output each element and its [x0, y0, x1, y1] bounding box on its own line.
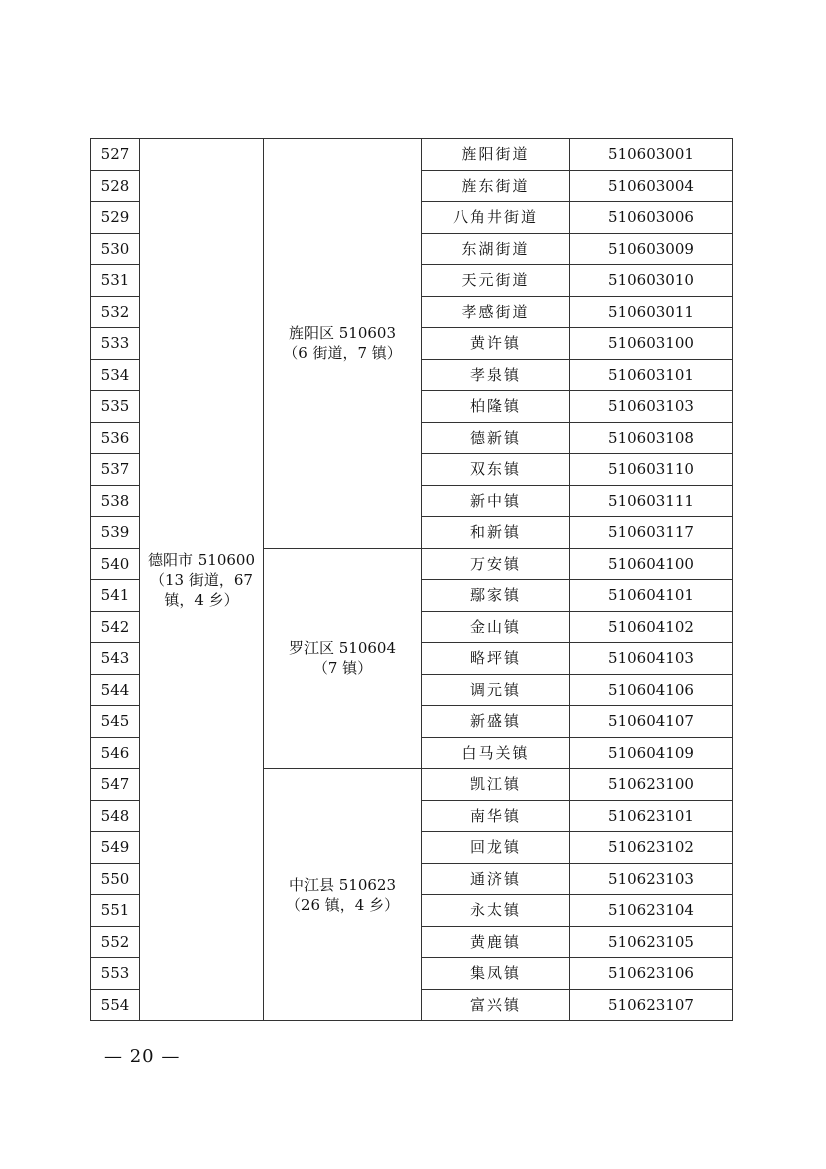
town-code: 510603010 — [570, 265, 733, 297]
row-number: 536 — [91, 422, 140, 454]
town-code: 510603117 — [570, 517, 733, 549]
town-name: 集凤镇 — [422, 958, 570, 990]
town-code: 510604107 — [570, 706, 733, 738]
row-number: 528 — [91, 170, 140, 202]
town-code: 510603111 — [570, 485, 733, 517]
town-name: 孝泉镇 — [422, 359, 570, 391]
row-number: 541 — [91, 580, 140, 612]
town-code: 510603009 — [570, 233, 733, 265]
town-name: 黄鹿镇 — [422, 926, 570, 958]
district-label-line1: 中江县 510623 — [288, 875, 397, 894]
row-number: 539 — [91, 517, 140, 549]
district-label-line1: 罗江区 510604 — [288, 639, 397, 658]
district-label-line1: 旌阳区 510603 — [288, 324, 397, 343]
district-cell — [264, 139, 422, 549]
town-code: 510603001 — [570, 139, 733, 171]
town-name: 金山镇 — [422, 611, 570, 643]
row-number: 544 — [91, 674, 140, 706]
town-name: 白马关镇 — [422, 737, 570, 769]
town-name: 万安镇 — [422, 548, 570, 580]
row-number: 548 — [91, 800, 140, 832]
town-code: 510603006 — [570, 202, 733, 234]
page-number: — 20 — — [104, 1046, 181, 1067]
town-name: 南华镇 — [422, 800, 570, 832]
town-name: 调元镇 — [422, 674, 570, 706]
town-code: 510603103 — [570, 391, 733, 423]
town-name: 新盛镇 — [422, 706, 570, 738]
town-code: 510603110 — [570, 454, 733, 486]
row-number: 551 — [91, 895, 140, 927]
row-number: 540 — [91, 548, 140, 580]
row-number: 550 — [91, 863, 140, 895]
row-number: 538 — [91, 485, 140, 517]
town-code: 510604102 — [570, 611, 733, 643]
district-cell — [264, 769, 422, 1021]
table-row — [91, 139, 733, 171]
town-name: 双东镇 — [422, 454, 570, 486]
town-name: 天元街道 — [422, 265, 570, 297]
town-code: 510623100 — [570, 769, 733, 801]
town-name: 回龙镇 — [422, 832, 570, 864]
table-body — [91, 139, 733, 1021]
admin-division-table — [90, 138, 733, 1021]
town-name: 旌阳街道 — [422, 139, 570, 171]
row-number: 527 — [91, 139, 140, 171]
district-label-line2: （7 镇） — [312, 659, 373, 678]
town-name: 新中镇 — [422, 485, 570, 517]
row-number: 537 — [91, 454, 140, 486]
district-cell — [264, 548, 422, 769]
row-number: 553 — [91, 958, 140, 990]
town-name: 旌东街道 — [422, 170, 570, 202]
town-code: 510623102 — [570, 832, 733, 864]
town-code: 510603108 — [570, 422, 733, 454]
town-code: 510603011 — [570, 296, 733, 328]
row-number: 533 — [91, 328, 140, 360]
row-number: 530 — [91, 233, 140, 265]
row-number: 545 — [91, 706, 140, 738]
city-label-line1: 德阳市 510600 — [147, 550, 256, 569]
town-code: 510603004 — [570, 170, 733, 202]
town-name: 鄢家镇 — [422, 580, 570, 612]
town-name: 凯江镇 — [422, 769, 570, 801]
town-name: 孝感街道 — [422, 296, 570, 328]
row-number: 549 — [91, 832, 140, 864]
row-number: 552 — [91, 926, 140, 958]
town-name: 永太镇 — [422, 895, 570, 927]
row-number: 547 — [91, 769, 140, 801]
town-code: 510623105 — [570, 926, 733, 958]
town-name: 德新镇 — [422, 422, 570, 454]
town-code: 510623106 — [570, 958, 733, 990]
row-number: 543 — [91, 643, 140, 675]
town-code: 510603100 — [570, 328, 733, 360]
town-name: 黄许镇 — [422, 328, 570, 360]
row-number: 532 — [91, 296, 140, 328]
town-code: 510603101 — [570, 359, 733, 391]
row-number: 531 — [91, 265, 140, 297]
row-number: 529 — [91, 202, 140, 234]
town-code: 510623103 — [570, 863, 733, 895]
district-label-line2: （26 镇，4 乡） — [285, 895, 400, 914]
city-cell — [140, 139, 264, 1021]
row-number: 546 — [91, 737, 140, 769]
town-code: 510604103 — [570, 643, 733, 675]
town-code: 510604109 — [570, 737, 733, 769]
city-label-line3: 镇，4 乡） — [164, 590, 239, 609]
town-name: 通济镇 — [422, 863, 570, 895]
town-name: 和新镇 — [422, 517, 570, 549]
city-label-line2: （13 街道，67 — [150, 570, 253, 589]
row-number: 535 — [91, 391, 140, 423]
town-code: 510604106 — [570, 674, 733, 706]
town-code: 510604101 — [570, 580, 733, 612]
row-number: 542 — [91, 611, 140, 643]
town-code: 510623104 — [570, 895, 733, 927]
row-number: 534 — [91, 359, 140, 391]
town-name: 富兴镇 — [422, 989, 570, 1021]
town-name: 东湖街道 — [422, 233, 570, 265]
town-name: 柏隆镇 — [422, 391, 570, 423]
town-name: 略坪镇 — [422, 643, 570, 675]
town-name: 八角井街道 — [422, 202, 570, 234]
row-number: 554 — [91, 989, 140, 1021]
town-code: 510623101 — [570, 800, 733, 832]
district-label-line2: （6 街道，7 镇） — [283, 344, 402, 363]
town-code: 510623107 — [570, 989, 733, 1021]
town-code: 510604100 — [570, 548, 733, 580]
